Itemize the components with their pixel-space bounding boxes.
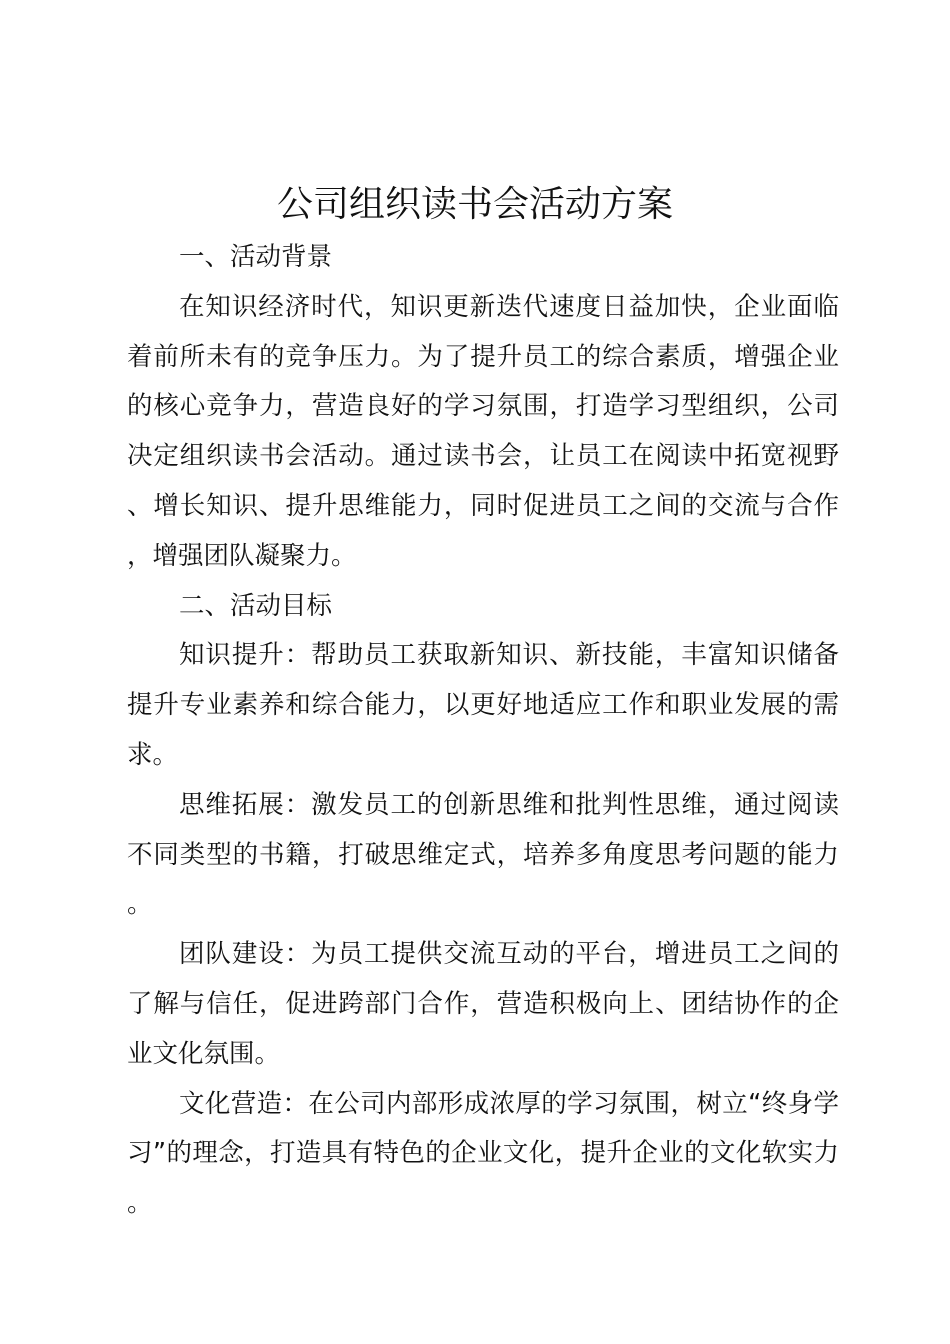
paragraph-goal-thinking: 思维拓展：激发员工的创新思维和批判性思维，通过阅读不同类型的书籍，打破思维定式，培养多角度思考问题的能力。 xyxy=(127,789,839,920)
paragraph-background: 在知识经济时代，知识更新迭代速度日益加快，企业面临着前所未有的竞争压力。为了提升员工的综合素质，增强企业的核心竞争力，营造良好的学习氛围，打造学习型组织，公司决定组织读书会活动。通过读书会，让员工在阅读中拓宽视野、增长知识、提升思维能力，同时促进员工之间的交流与合作，增强团队凝聚力。 xyxy=(127,291,839,571)
paragraph-goal-team: 团队建设：为员工提供交流互动的平台，增进员工之间的了解与信任，促进跨部门合作，营造积极向上、团结协作的企业文化氛围。 xyxy=(127,939,839,1069)
document-body xyxy=(127,233,839,1229)
paragraph-goal-knowledge: 知识提升：帮助员工获取新知识、新技能，丰富知识储备提升专业素养和综合能力，以更好地适应工作和职业发展的需求。 xyxy=(127,640,839,770)
section-heading-goals: 二、活动目标 xyxy=(179,590,333,621)
section-heading-background: 一、活动背景 xyxy=(179,242,333,272)
document-title: 公司组织读书会活动方案 xyxy=(276,184,673,225)
paragraph-goal-culture: 文化营造：在公司内部形成浓厚的学习氛围，树立“终身学习”的理念，打造具有特色的企业文化，提升企业的文化软实力。 xyxy=(127,1088,839,1219)
